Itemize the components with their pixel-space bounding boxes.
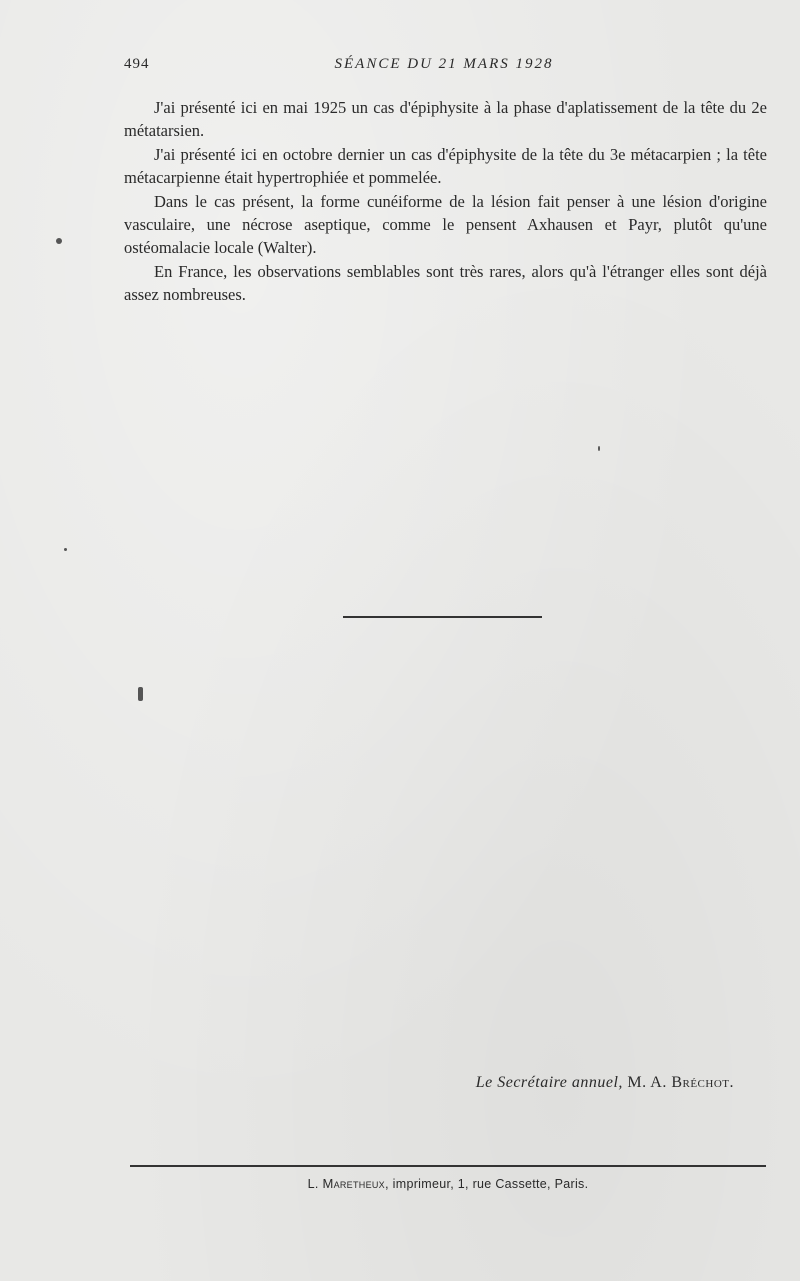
- printer-initial: L.: [307, 1177, 319, 1191]
- running-head: [124, 56, 764, 78]
- paragraph: J'ai présenté ici en mai 1925 un cas d'épiphysite à la phase d'aplatissement de la tête du 2e métatarsien.: [124, 98, 767, 141]
- ink-speck: [138, 687, 143, 701]
- signature-role: Le Secrétaire annuel,: [475, 1074, 623, 1091]
- footer-divider: [130, 1165, 766, 1167]
- printer-imprint: [130, 1176, 766, 1191]
- section-divider: [343, 616, 542, 618]
- paragraph: En France, les observations semblables sont très rares, alors qu'à l'étranger elles sont déjà assez nombreuses.: [124, 261, 767, 305]
- ink-speck: [64, 548, 67, 551]
- signature: [476, 1074, 734, 1092]
- running-title: SÉANCE DU 21 MARS 1928: [334, 56, 554, 72]
- body-text: [124, 96, 767, 307]
- paragraph: Dans le cas présent, la forme cunéiforme de la lésion fait penser à une lésion d'origine vasculaire, une nécrose aseptique, comme le pensent Axhausen et Payr, plutôt qu'une ostéomalacie locale (Walter).: [124, 191, 767, 258]
- page-number: 494: [124, 56, 150, 72]
- printer-address: imprimeur, 1, rue Cassette, Paris.: [392, 1177, 589, 1191]
- printer-name: Maretheux,: [322, 1176, 389, 1191]
- paragraph: J'ai présenté ici en octobre dernier un cas d'épiphysite de la tête du 3e métacarpien ; la tête métacarpienne était hypertrophiée et pommelée.: [124, 144, 767, 188]
- ink-speck: [56, 238, 62, 244]
- signature-name: M. A. Bréchot.: [627, 1074, 734, 1091]
- ink-speck: [598, 446, 600, 451]
